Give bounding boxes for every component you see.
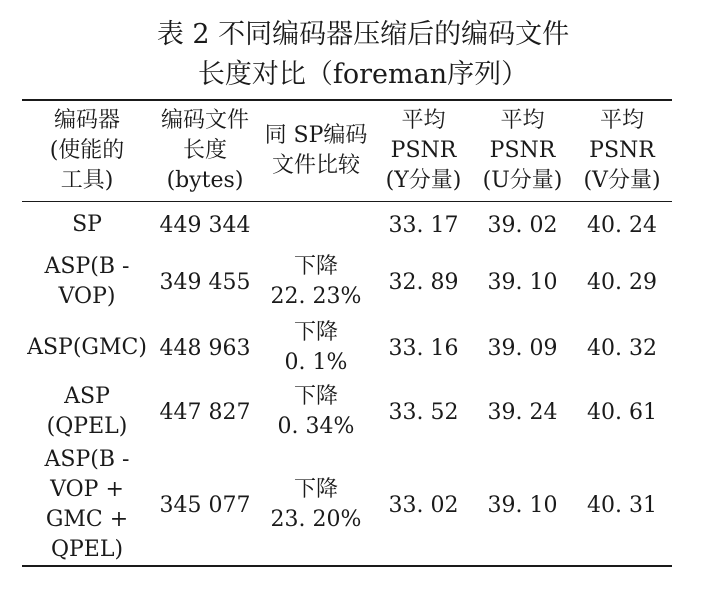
cell-text: 下降 [293,384,338,409]
cell-psnr-y: 33. 16 [388,335,459,361]
table-row [22,443,672,567]
cell-text: ASP(B - [44,254,130,279]
header-psnr-y [374,101,473,201]
table-row [22,249,672,315]
cell-length: 349 455 [159,269,251,295]
cell-text: VOP + [50,477,124,502]
header-text: 文件比较 [271,153,360,178]
cell-psnr-u: 39. 10 [487,492,558,518]
cell-psnr-y: 33. 17 [388,212,459,238]
cell-text: (QPEL) [46,414,128,439]
cell-psnr-u: 39. 02 [487,212,558,238]
cell-compare [258,381,374,443]
header-text: 平均 [500,108,545,133]
cell-text: 0. 1% [284,350,348,375]
header-text: 平均 [401,108,446,133]
cell-text: VOP) [58,284,116,309]
cell-length: 447 827 [159,399,251,425]
cell-length: 448 963 [159,335,251,361]
cell-psnr-v: 40. 61 [587,399,657,425]
table-row [22,381,672,443]
cell-psnr-y: 33. 52 [388,399,459,425]
header-text: 编码文件 [160,108,249,133]
cell-text: 下降 [293,254,338,279]
header-text: (Y分量) [385,168,462,193]
cell-encoder [22,201,152,249]
cell-compare [258,315,374,381]
cell-psnr-v: 40. 32 [587,335,657,361]
cell-psnr-v: 40. 24 [587,212,657,238]
cell-psnr-u: 39. 09 [487,335,558,361]
header-text: PSNR [589,138,655,163]
header-text: 平均 [599,108,644,133]
cell-psnr-v: 40. 31 [587,492,657,518]
header-text: (bytes) [166,168,244,193]
header-psnr-u [473,101,572,201]
cell-encoder [22,249,152,315]
header-text: 同 SP编码 [264,123,368,148]
header-text: PSNR [489,138,556,163]
header-text: 编码器 [53,108,120,133]
header-row [22,101,672,201]
header-text: PSNR [390,138,457,163]
cell-psnr-y: 32. 89 [388,269,459,295]
header-file-length [152,101,258,201]
cell-encoder [22,381,152,443]
cell-encoder [22,315,152,381]
cell-text: 0. 34% [277,414,355,439]
cell-compare [258,201,374,249]
cell-text: QPEL) [50,537,124,562]
table-caption-line2: 长度对比（foreman序列） [197,59,529,90]
header-psnr-v [572,101,672,201]
cell-text: 23. 20% [270,507,362,532]
cell-text: 22. 23% [270,284,362,309]
cell-text: ASP(GMC) [27,335,147,360]
cell-text: GMC + [45,507,129,532]
table-row [22,315,672,381]
header-encoder [22,101,152,201]
header-text: 工具) [60,168,114,193]
cell-length: 449 344 [159,212,251,238]
header-text: (V分量) [583,168,661,193]
cell-text: 下降 [293,477,338,502]
cell-length: 345 077 [159,492,251,518]
header-compare [258,101,374,201]
cell-psnr-y: 33. 02 [388,492,459,518]
table-row [22,201,672,249]
cell-compare [258,249,374,315]
cell-encoder [22,443,152,567]
cell-compare [258,443,374,567]
table-caption-line1: 表 2 不同编码器压缩后的编码文件 [156,19,570,50]
cell-psnr-u: 39. 10 [487,269,558,295]
header-text: (使能的 [49,138,125,163]
header-text: 长度 [182,138,227,163]
header-text: (U分量) [482,168,563,193]
cell-text: 下降 [293,320,338,345]
cell-text: SP [72,212,102,237]
cell-psnr-u: 39. 24 [487,399,558,425]
cell-text: ASP(B - [44,447,130,472]
comparison-table [22,101,672,567]
cell-psnr-v: 40. 29 [587,269,657,295]
cell-text: ASP [64,384,110,409]
